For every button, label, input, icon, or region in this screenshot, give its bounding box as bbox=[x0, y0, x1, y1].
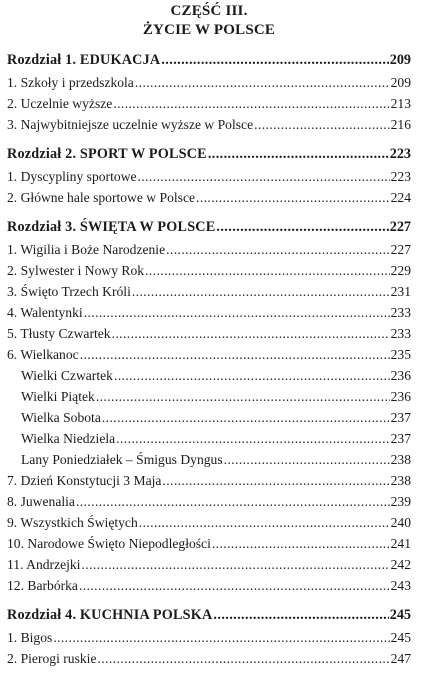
entry-title: 1. Bigos bbox=[7, 630, 53, 645]
dot-leader bbox=[79, 575, 390, 596]
dot-leader bbox=[161, 49, 388, 72]
toc-entry[interactable] bbox=[7, 575, 411, 596]
entry-page-number: 242 bbox=[390, 557, 411, 572]
part-number: CZĘŚĆ III. bbox=[170, 3, 248, 19]
entry-page-number: 237 bbox=[390, 410, 411, 425]
entry-title: 4. Walentynki bbox=[7, 305, 83, 320]
chapter-title: Rozdział 2. SPORT W POLSCE bbox=[7, 146, 207, 162]
entry-page-number: 209 bbox=[390, 75, 411, 90]
toc-entry[interactable] bbox=[7, 72, 411, 93]
entry-page-number: 241 bbox=[390, 536, 411, 551]
entry-title: 8. Juwenalia bbox=[7, 494, 75, 509]
dot-leader bbox=[224, 449, 390, 470]
dot-leader bbox=[76, 491, 390, 512]
toc-subentry[interactable] bbox=[7, 365, 411, 386]
dot-leader bbox=[213, 604, 388, 627]
toc-entry[interactable] bbox=[7, 323, 411, 344]
entry-title: 3. Święto Trzech Króli bbox=[7, 284, 131, 299]
toc-entry[interactable] bbox=[7, 166, 411, 187]
dot-leader bbox=[113, 93, 389, 114]
dot-leader bbox=[82, 554, 390, 575]
entry-title: 2. Pierogi ruskie bbox=[7, 651, 97, 666]
entry-title: 10. Narodowe Święto Niepodległości bbox=[7, 536, 211, 551]
dot-leader bbox=[135, 72, 390, 93]
chapter-page-number: 223 bbox=[389, 146, 411, 162]
entry-page-number: 223 bbox=[390, 169, 411, 184]
entry-title: Wielki Piątek bbox=[21, 389, 95, 404]
entry-title: 7. Dzień Konstytucji 3 Maja bbox=[7, 473, 162, 488]
entry-page-number: 236 bbox=[390, 368, 411, 383]
dot-leader bbox=[208, 143, 389, 166]
chapter-title: Rozdział 3. ŚWIĘTA W POLSCE bbox=[7, 219, 216, 235]
chapter-entry[interactable] bbox=[7, 604, 411, 627]
entry-title: 9. Wszystkich Świętych bbox=[7, 515, 138, 530]
dot-leader bbox=[196, 187, 390, 208]
entry-page-number: 243 bbox=[390, 578, 411, 593]
dot-leader bbox=[216, 216, 388, 239]
entry-title: Wielki Czwartek bbox=[21, 368, 113, 383]
chapter-entry[interactable] bbox=[7, 49, 411, 72]
dot-leader bbox=[139, 512, 390, 533]
entry-page-number: 238 bbox=[390, 452, 411, 467]
entry-page-number: 231 bbox=[390, 284, 411, 299]
part-heading bbox=[7, 0, 411, 40]
toc-entry[interactable] bbox=[7, 302, 411, 323]
entry-page-number: 237 bbox=[390, 431, 411, 446]
entry-page-number: 239 bbox=[390, 494, 411, 509]
toc-entry[interactable] bbox=[7, 512, 411, 533]
entry-page-number: 224 bbox=[390, 190, 411, 205]
entry-page-number: 233 bbox=[390, 305, 411, 320]
chapter-entry[interactable] bbox=[7, 216, 411, 239]
dot-leader bbox=[132, 281, 390, 302]
chapter-title: Rozdział 1. EDUKACJA bbox=[7, 52, 161, 68]
table-of-contents bbox=[7, 49, 411, 669]
entry-title: 6. Wielkanoc bbox=[7, 347, 79, 362]
entry-page-number: 247 bbox=[390, 651, 411, 666]
entry-page-number: 238 bbox=[390, 473, 411, 488]
entry-title: 2. Uczelnie wyższe bbox=[7, 96, 113, 111]
part-title: ŻYCIE W POLSCE bbox=[142, 22, 276, 38]
entry-page-number: 216 bbox=[390, 117, 411, 132]
toc-entry[interactable] bbox=[7, 93, 411, 114]
dot-leader bbox=[114, 365, 390, 386]
dot-leader bbox=[138, 166, 390, 187]
toc-subentry[interactable] bbox=[7, 428, 411, 449]
chapter-spacer bbox=[7, 596, 411, 604]
entry-page-number: 235 bbox=[390, 347, 411, 362]
toc-entry[interactable] bbox=[7, 187, 411, 208]
dot-leader bbox=[145, 260, 390, 281]
dot-leader bbox=[166, 239, 389, 260]
toc-entry[interactable] bbox=[7, 239, 411, 260]
toc-entry[interactable] bbox=[7, 260, 411, 281]
chapter-spacer bbox=[7, 135, 411, 143]
dot-leader bbox=[97, 648, 389, 669]
toc-subentry[interactable] bbox=[7, 386, 411, 407]
entry-title: 12. Barbórka bbox=[7, 578, 78, 593]
toc-entry[interactable] bbox=[7, 554, 411, 575]
dot-leader bbox=[112, 323, 390, 344]
entry-title: Wielka Niedziela bbox=[21, 431, 116, 446]
dot-leader bbox=[102, 407, 390, 428]
toc-entry[interactable] bbox=[7, 627, 411, 648]
chapter-page-number: 245 bbox=[389, 607, 411, 623]
toc-entry[interactable] bbox=[7, 470, 411, 491]
entry-title: 2. Główne hale sportowe w Polsce bbox=[7, 190, 196, 205]
dot-leader bbox=[53, 627, 389, 648]
toc-entry[interactable] bbox=[7, 281, 411, 302]
chapter-spacer bbox=[7, 208, 411, 216]
entry-title: 1. Dyscypliny sportowe bbox=[7, 169, 137, 184]
toc-entry[interactable] bbox=[7, 114, 411, 135]
toc-subentry[interactable] bbox=[7, 407, 411, 428]
chapter-page-number: 227 bbox=[389, 219, 411, 235]
entry-title: 3. Najwybitniejsze uczelnie wyższe w Polsce bbox=[7, 117, 254, 132]
dot-leader bbox=[162, 470, 389, 491]
chapter-title: Rozdział 4. KUCHNIA POLSKA bbox=[7, 607, 213, 623]
entry-title: 11. Andrzejki bbox=[7, 557, 81, 572]
chapter-page-number: 209 bbox=[389, 52, 411, 68]
dot-leader bbox=[80, 344, 390, 365]
entry-title: Lany Poniedziałek – Śmigus Dyngus bbox=[21, 452, 223, 467]
dot-leader bbox=[212, 533, 390, 554]
entry-page-number: 229 bbox=[390, 263, 411, 278]
entry-title: 5. Tłusty Czwartek bbox=[7, 326, 111, 341]
entry-title: 2. Sylwester i Nowy Rok bbox=[7, 263, 145, 278]
dot-leader bbox=[96, 386, 390, 407]
toc-subentry[interactable] bbox=[7, 449, 411, 470]
dot-leader bbox=[84, 302, 390, 323]
toc-entry[interactable] bbox=[7, 344, 411, 365]
entry-title: 1. Szkoły i przedszkola bbox=[7, 75, 134, 90]
entry-page-number: 236 bbox=[390, 389, 411, 404]
dot-leader bbox=[254, 114, 389, 135]
entry-page-number: 240 bbox=[390, 515, 411, 530]
entry-page-number: 213 bbox=[390, 96, 411, 111]
toc-entry[interactable] bbox=[7, 533, 411, 554]
chapter-entry[interactable] bbox=[7, 143, 411, 166]
toc-entry[interactable] bbox=[7, 648, 411, 669]
dot-leader bbox=[116, 428, 389, 449]
entry-title: Wielka Sobota bbox=[21, 410, 101, 425]
entry-page-number: 233 bbox=[390, 326, 411, 341]
entry-page-number: 245 bbox=[390, 630, 411, 645]
entry-page-number: 227 bbox=[390, 242, 411, 257]
entry-title: 1. Wigilia i Boże Narodzenie bbox=[7, 242, 166, 257]
toc-entry[interactable] bbox=[7, 491, 411, 512]
